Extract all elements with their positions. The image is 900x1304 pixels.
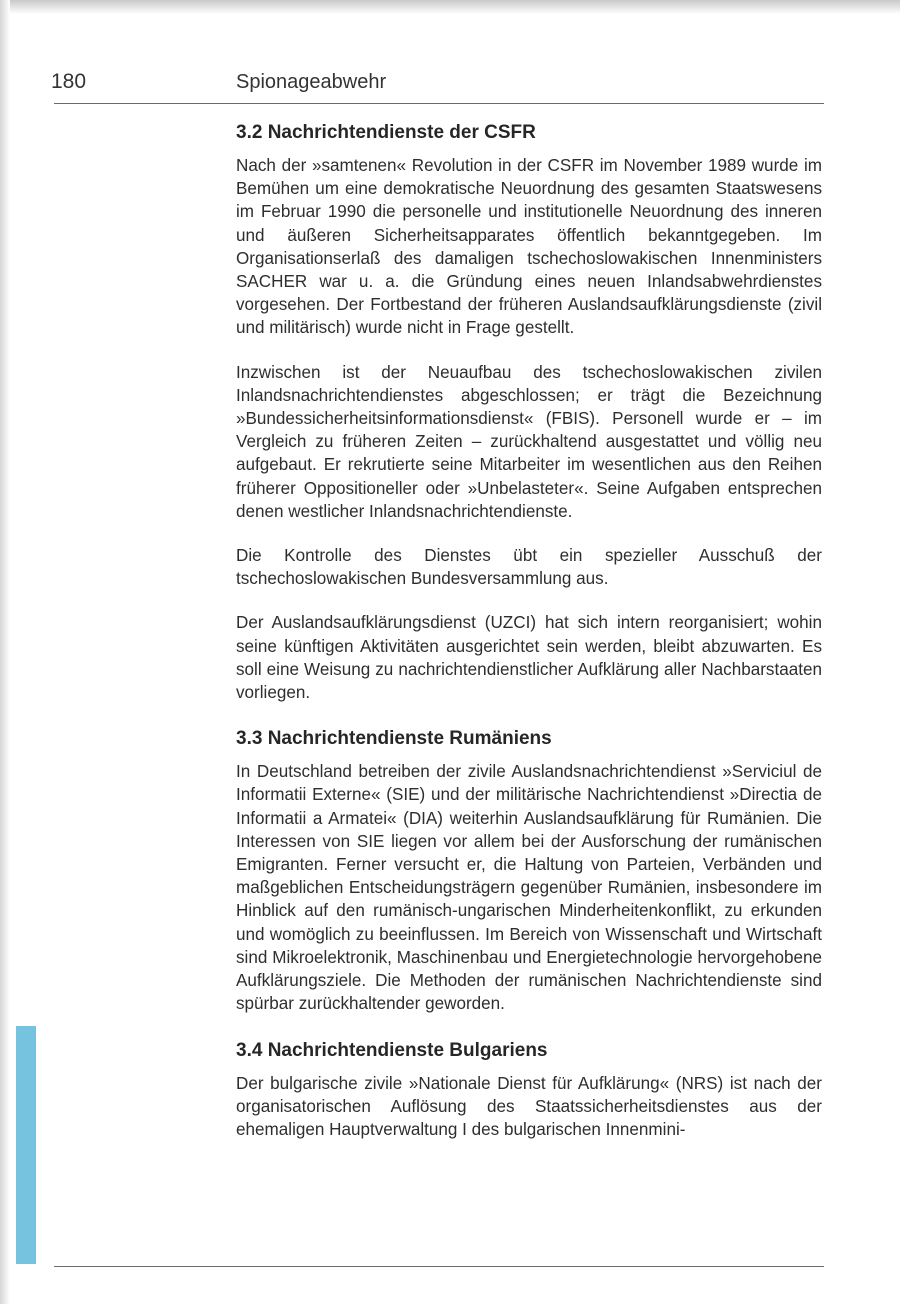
scan-edge-top [0,0,900,14]
footer-rule [54,1266,824,1267]
paragraph: Der Auslandsaufklärungsdienst (UZCI) hat sich intern reorganisiert; wohin seine künftigen Aktivitäten ausgerichtet sein werden, bleibt abzuwarten. Es soll eine Weisung zu nachrichtendienstlicher Aufklärung aller Nachbarstaaten vorliegen. [236,613,822,703]
section-heading-csfr: 3.2 Nachrichtendienste der CSFR [236,122,536,143]
paragraph: Nach der »samtenen« Revolution in der CSFR im November 1989 wurde im Bemühen um eine demokratische Neuordnung des gesamten Staatswesens im Februar 1990 die personelle und institutionelle Neuordnung des inneren und äußeren Sicherheitsapparates öffentlich bekanntgegeben. Im Organisationserlaß des damaligen tschechoslowakischen Innenministers SACHER war u. a. die Gründung eines neuen Inlandsabwehrdienstes vorgesehen. Der Fortbestand der früheren Auslandsaufklärungsdienste (zivil und militärisch) wurde nicht in Frage gestellt. [236,156,822,338]
paragraph: Der bulgarische zivile »Nationale Dienst für Aufklärung« (NRS) ist nach der organisatorischen Auflösung des Staatssicherheitsdienstes aus der ehemaligen Hauptverwaltung I des bulgarischen Innenmini- [236,1073,822,1139]
page-body [236,118,822,1141]
paragraph: In Deutschland betreiben der zivile Auslandsnachrichtendienst »Serviciul de Informatii Externe« (SIE) und der militärische Nachrichtendienst »Directia de Informatii a Armatei« (DIA) weiterhin Auslandsaufklärung für Rumänien. Die Interessen von SIE liegen vor allem bei der Ausforschung der rumänischen Emigranten. Ferner versucht er, die Haltung von Parteien, Verbänden und maßgeblichen Entscheidungsträgern gegenüber Rumänien, insbesondere im Hinblick auf den rumänisch-ungarischen Minderheitenkonflikt, zu erkunden und womöglich zu beeinflussen. Im Bereich von Wissenschaft und Wirtschaft sind Mikroelektronik, Maschinenbau und Energietechnologie hervorgehobene Aufklärungsziele. Die Methoden der rumänischen Nachrichtendienste sind spürbar zurückhaltender geworden. [236,762,822,1014]
running-head: Spionageabwehr [236,71,387,93]
section-heading-romania: 3.3 Nachrichtendienste Rumäniens [236,728,552,750]
scan-edge-left [0,0,10,1304]
paragraph: Inzwischen ist der Neuaufbau des tschechoslowakischen zivilen Inlandsnachrichtendienstes abgeschlossen; er trägt die Bezeichnung »Bundessicherheitsinformationsdienst« (FBIS). Personell wurde er – im Vergleich zu früheren Zeiten – zurückhaltend ausgestattet und völlig neu aufgebaut. Er rekrutierte seine Mitarbeiter im wesentlichen aus den Reihen früherer Oppositioneller oder »Unbelasteter«. Seine Aufgaben entsprechen denen westlicher Inlandsnachrichtendienste. [236,362,822,521]
paragraph: Die Kontrolle des Dienstes übt ein spezieller Ausschuß der tschechoslowakischen Bundesversammlung aus. [236,546,822,589]
header-rule [54,103,824,104]
section-heading-bulgaria: 3.4 Nachrichtendienste Bulgariens [236,1039,548,1061]
chapter-thumb-tab [16,1026,36,1264]
page-number: 180 [51,70,87,93]
